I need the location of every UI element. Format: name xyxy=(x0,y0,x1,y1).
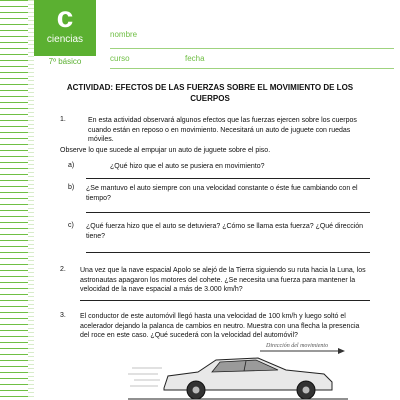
brand-letter: c xyxy=(56,1,74,34)
decorative-sidebar xyxy=(0,0,28,400)
item3-number: 3. xyxy=(60,312,66,319)
answer-line-b[interactable] xyxy=(86,212,370,213)
qa-letter: a) xyxy=(68,162,75,169)
item2-number: 2. xyxy=(60,266,66,273)
qb-text: ¿Se mantuvo el auto siempre con una velocidad constante o éste fue cambiando con el tiempo? xyxy=(86,185,358,202)
instruction-text: Observe lo que sucede al empujar un auto de juguete sobre el piso. xyxy=(60,147,271,154)
qa-text: ¿Qué hizo que el auto se pusiera en movimiento? xyxy=(110,163,265,170)
item3-text: El conductor de este automóvil llegó hasta una velocidad de 100 km/h y luego soltó el acelerador dejando la palanca de cambios en neutro. Muestra con una flecha la presencia del roce en este caso. ¿Qué sucederá con la velocidad del automóvil? xyxy=(80,313,360,339)
item1-number: 1. xyxy=(60,116,66,123)
course-label: curso xyxy=(110,54,130,63)
car-illustration-icon xyxy=(128,338,348,400)
brand-word: ciencias xyxy=(46,34,84,45)
brand-logo xyxy=(34,0,96,56)
item2-text: Una vez que la nave espacial Apolo se alejó de la Tierra siguiendo su ruta hacia la Luna, los astronautas apagaron los motores del cohete. ¿Se necesita una fuerza para mantener la velocidad de la nave espacial a más de 3.000 km/h? xyxy=(80,267,366,293)
name-label: nombre xyxy=(110,30,138,39)
date-label: fecha xyxy=(185,54,205,63)
grade-label: 7º básico xyxy=(48,57,82,66)
name-field-line[interactable] xyxy=(110,48,394,49)
speed-lines xyxy=(128,368,162,386)
answer-line-2[interactable] xyxy=(80,300,370,301)
qc-letter: c) xyxy=(68,222,74,229)
answer-line-c[interactable] xyxy=(86,252,370,253)
direction-arrow-head xyxy=(338,348,345,354)
activity-title: ACTIVIDAD: EFECTOS DE LAS FUERZAS SOBRE EL MOVIMIENTO DE LOS CUERPOS xyxy=(66,83,354,103)
item1-text: En esta actividad observará algunos efectos que las fuerzas ejercen sobre los cuerpos cuando están en reposo o en movimiento. Necesitará un auto de juguete con ruedas móviles. xyxy=(88,117,357,143)
course-date-line[interactable] xyxy=(110,68,394,69)
qb-letter: b) xyxy=(68,184,75,191)
qc-text: ¿Qué fuerza hizo que el auto se detuviera? ¿Cómo se llama esta fuerza? ¿Qué dirección tiene? xyxy=(86,223,364,240)
answer-line-a[interactable] xyxy=(86,178,370,179)
figure-caption: Dirección del movimiento xyxy=(266,343,329,349)
